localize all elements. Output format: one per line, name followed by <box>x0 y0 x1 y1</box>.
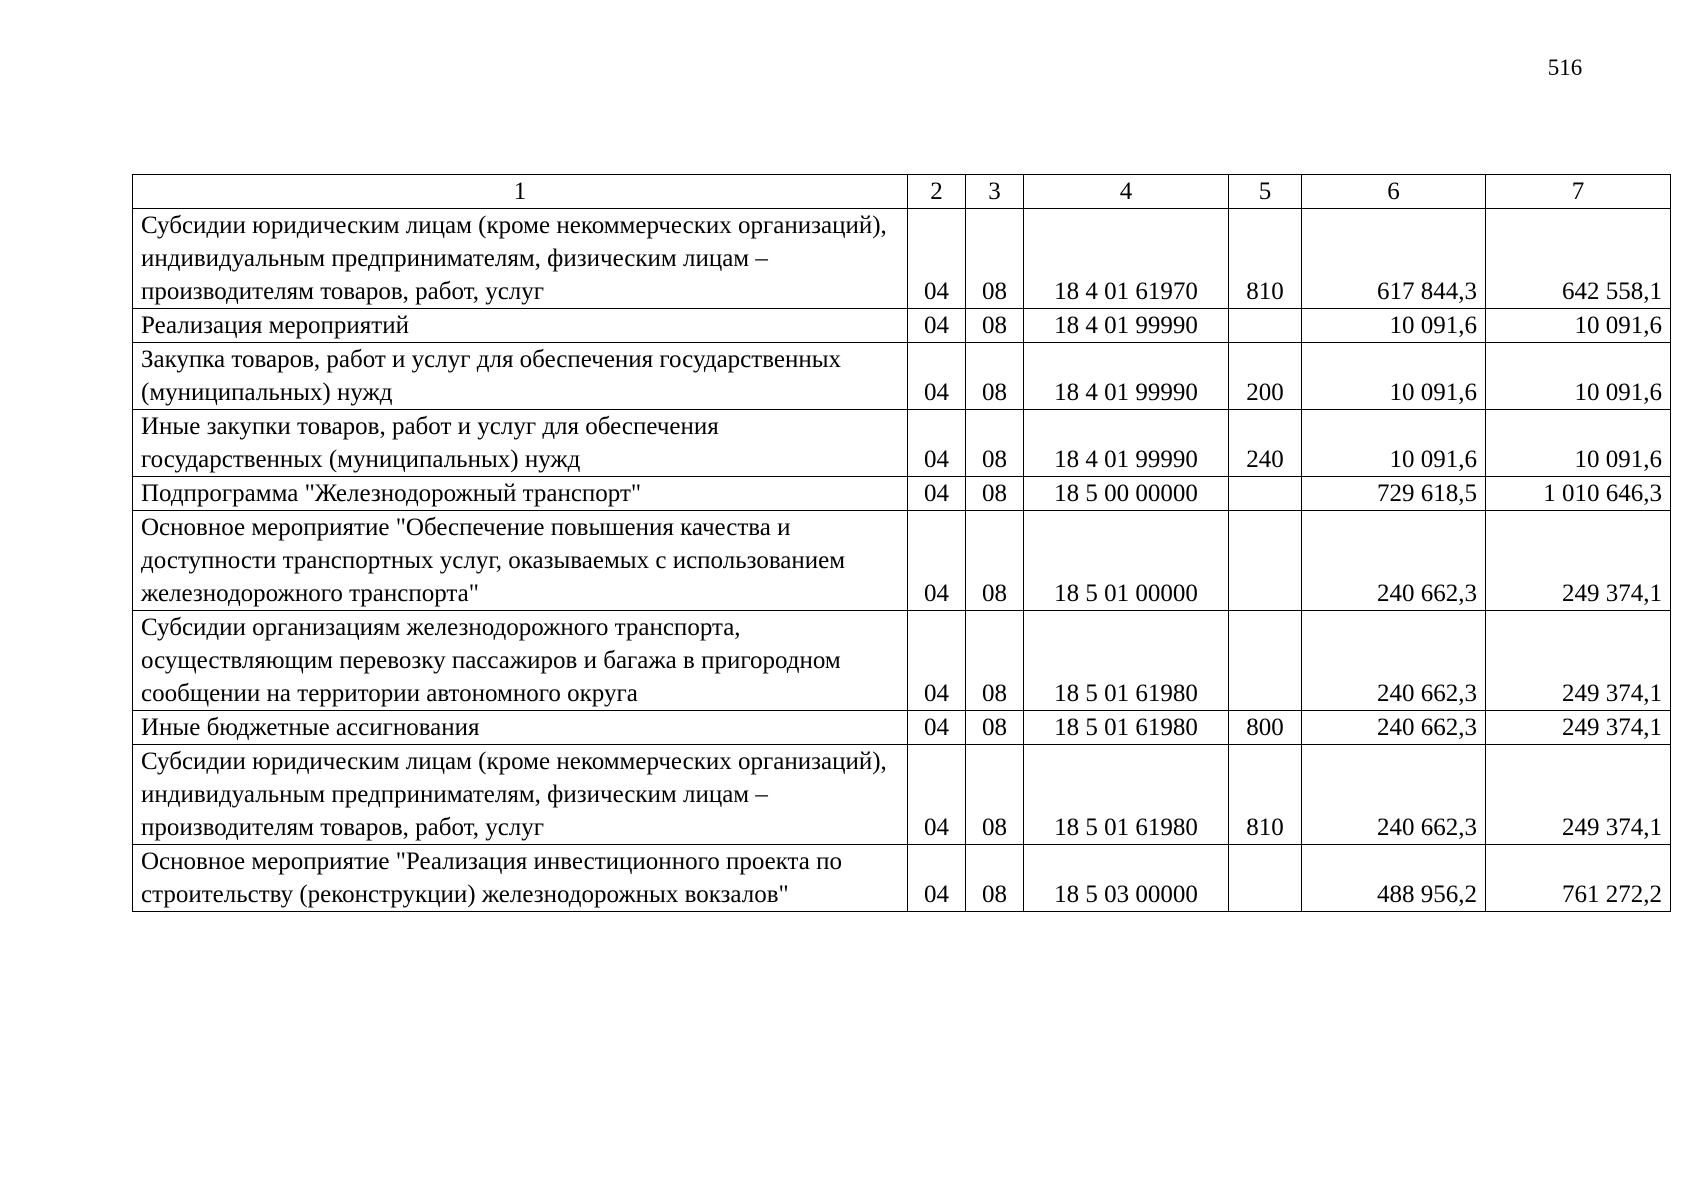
amount-col7-cell: 249 374,1 <box>1486 511 1671 611</box>
expense-type-cell <box>1229 477 1302 511</box>
expense-type-cell: 810 <box>1229 209 1302 309</box>
section-cell: 04 <box>908 845 966 912</box>
amount-col6-cell: 10 091,6 <box>1302 309 1486 343</box>
subsection-cell: 08 <box>966 845 1024 912</box>
target-article-cell: 18 5 01 61980 <box>1024 745 1229 845</box>
section-cell: 04 <box>908 745 966 845</box>
expense-type-cell: 240 <box>1229 410 1302 477</box>
target-article-cell: 18 5 00 00000 <box>1024 477 1229 511</box>
amount-col6-cell: 240 662,3 <box>1302 611 1486 711</box>
section-cell: 04 <box>908 611 966 711</box>
row-name-cell: Субсидии юридическим лицам (кроме некоммерческих организаций), индивидуальным предпринимателям, физическим лицам – производителям товаров, работ, услуг <box>133 209 908 309</box>
amount-col7-cell: 10 091,6 <box>1486 410 1671 477</box>
amount-col6-cell: 10 091,6 <box>1302 410 1486 477</box>
table-row <box>133 477 1671 511</box>
target-article-cell: 18 4 01 99990 <box>1024 410 1229 477</box>
target-article-cell: 18 5 03 00000 <box>1024 845 1229 912</box>
section-cell: 04 <box>908 711 966 745</box>
subsection-cell: 08 <box>966 745 1024 845</box>
expense-type-cell <box>1229 309 1302 343</box>
table-row <box>133 611 1671 711</box>
column-header-4: 4 <box>1024 175 1229 209</box>
amount-col6-cell: 240 662,3 <box>1302 711 1486 745</box>
row-name-cell: Закупка товаров, работ и услуг для обеспечения государственных (муниципальных) нужд <box>133 343 908 410</box>
row-name-cell: Субсидии организациям железнодорожного транспорта, осуществляющим перевозку пассажиров и багажа в пригородном сообщении на территории автономного округа <box>133 611 908 711</box>
subsection-cell: 08 <box>966 511 1024 611</box>
table-row <box>133 711 1671 745</box>
budget-table <box>132 174 1671 912</box>
table-row <box>133 511 1671 611</box>
amount-col7-cell: 10 091,6 <box>1486 343 1671 410</box>
table-row <box>133 745 1671 845</box>
target-article-cell: 18 4 01 99990 <box>1024 343 1229 410</box>
subsection-cell: 08 <box>966 477 1024 511</box>
section-cell: 04 <box>908 477 966 511</box>
amount-col7-cell: 10 091,6 <box>1486 309 1671 343</box>
table-header-row <box>133 175 1671 209</box>
amount-col6-cell: 10 091,6 <box>1302 343 1486 410</box>
table-row <box>133 845 1671 912</box>
target-article-cell: 18 5 01 00000 <box>1024 511 1229 611</box>
amount-col6-cell: 617 844,3 <box>1302 209 1486 309</box>
amount-col7-cell: 249 374,1 <box>1486 611 1671 711</box>
subsection-cell: 08 <box>966 309 1024 343</box>
amount-col7-cell: 642 558,1 <box>1486 209 1671 309</box>
amount-col6-cell: 729 618,5 <box>1302 477 1486 511</box>
expense-type-cell <box>1229 511 1302 611</box>
expense-type-cell <box>1229 845 1302 912</box>
row-name-cell: Субсидии юридическим лицам (кроме некоммерческих организаций), индивидуальным предпринимателям, физическим лицам – производителям товаров, работ, услуг <box>133 745 908 845</box>
section-cell: 04 <box>908 309 966 343</box>
table-row <box>133 209 1671 309</box>
column-header-1: 1 <box>133 175 908 209</box>
amount-col6-cell: 240 662,3 <box>1302 511 1486 611</box>
amount-col6-cell: 488 956,2 <box>1302 845 1486 912</box>
section-cell: 04 <box>908 511 966 611</box>
subsection-cell: 08 <box>966 343 1024 410</box>
column-header-6: 6 <box>1302 175 1486 209</box>
amount-col7-cell: 249 374,1 <box>1486 711 1671 745</box>
row-name-cell: Основное мероприятие "Реализация инвестиционного проекта по строительству (реконструкции) железнодорожных вокзалов" <box>133 845 908 912</box>
amount-col7-cell: 1 010 646,3 <box>1486 477 1671 511</box>
column-header-3: 3 <box>966 175 1024 209</box>
target-article-cell: 18 4 01 99990 <box>1024 309 1229 343</box>
subsection-cell: 08 <box>966 410 1024 477</box>
amount-col7-cell: 249 374,1 <box>1486 745 1671 845</box>
row-name-cell: Основное мероприятие "Обеспечение повышения качества и доступности транспортных услуг, оказываемых с использованием железнодорожного транспорта" <box>133 511 908 611</box>
expense-type-cell: 800 <box>1229 711 1302 745</box>
row-name-cell: Реализация мероприятий <box>133 309 908 343</box>
target-article-cell: 18 5 01 61980 <box>1024 711 1229 745</box>
column-header-2: 2 <box>908 175 966 209</box>
amount-col7-cell: 761 272,2 <box>1486 845 1671 912</box>
page-number: 516 <box>1547 55 1583 80</box>
row-name-cell: Иные бюджетные ассигнования <box>133 711 908 745</box>
expense-type-cell <box>1229 611 1302 711</box>
subsection-cell: 08 <box>966 711 1024 745</box>
target-article-cell: 18 5 01 61980 <box>1024 611 1229 711</box>
table-row <box>133 309 1671 343</box>
target-article-cell: 18 4 01 61970 <box>1024 209 1229 309</box>
row-name-cell: Подпрограмма "Железнодорожный транспорт" <box>133 477 908 511</box>
column-header-7: 7 <box>1486 175 1671 209</box>
expense-type-cell: 200 <box>1229 343 1302 410</box>
section-cell: 04 <box>908 209 966 309</box>
column-header-5: 5 <box>1229 175 1302 209</box>
subsection-cell: 08 <box>966 611 1024 711</box>
section-cell: 04 <box>908 410 966 477</box>
table-row <box>133 343 1671 410</box>
subsection-cell: 08 <box>966 209 1024 309</box>
expense-type-cell: 810 <box>1229 745 1302 845</box>
row-name-cell: Иные закупки товаров, работ и услуг для обеспечения государственных (муниципальных) нужд <box>133 410 908 477</box>
section-cell: 04 <box>908 343 966 410</box>
table-row <box>133 410 1671 477</box>
amount-col6-cell: 240 662,3 <box>1302 745 1486 845</box>
